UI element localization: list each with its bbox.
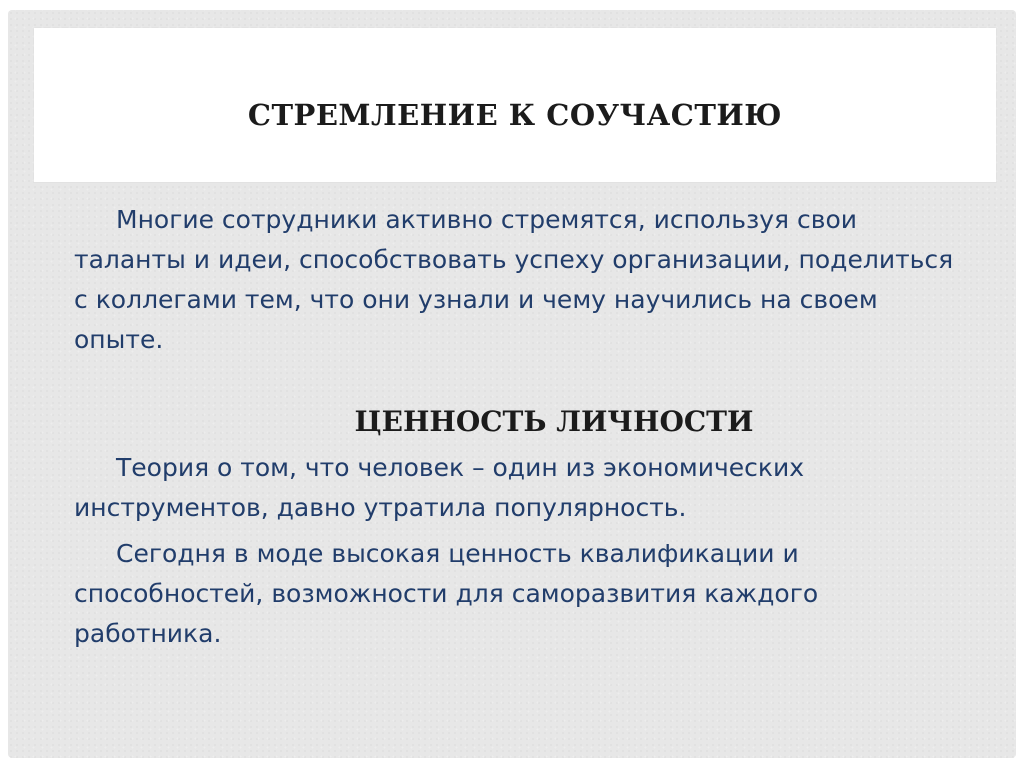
slide (8, 10, 1016, 758)
slide-content (74, 200, 954, 654)
paragraph-today: Сегодня в моде высокая ценность квалификации и способностей, возможности для саморазвития каждого работника. (74, 539, 819, 648)
paragraph-theory: Теория о том, что человек – один из экономических инструментов, давно утратила популярность. (74, 453, 805, 522)
slide-title: СТРЕМЛЕНИЕ К СОУЧАСТИЮ (247, 98, 783, 132)
paragraph-participation: Многие сотрудники активно стремятся, используя свои таланты и идеи, способствовать успеху организации, поделиться с коллегами тем, что они узнали и чему научились на своем опыте. (74, 205, 954, 354)
title-band (34, 28, 996, 182)
section-subtitle: ЦЕННОСТЬ ЛИЧНОСТИ (354, 405, 754, 438)
